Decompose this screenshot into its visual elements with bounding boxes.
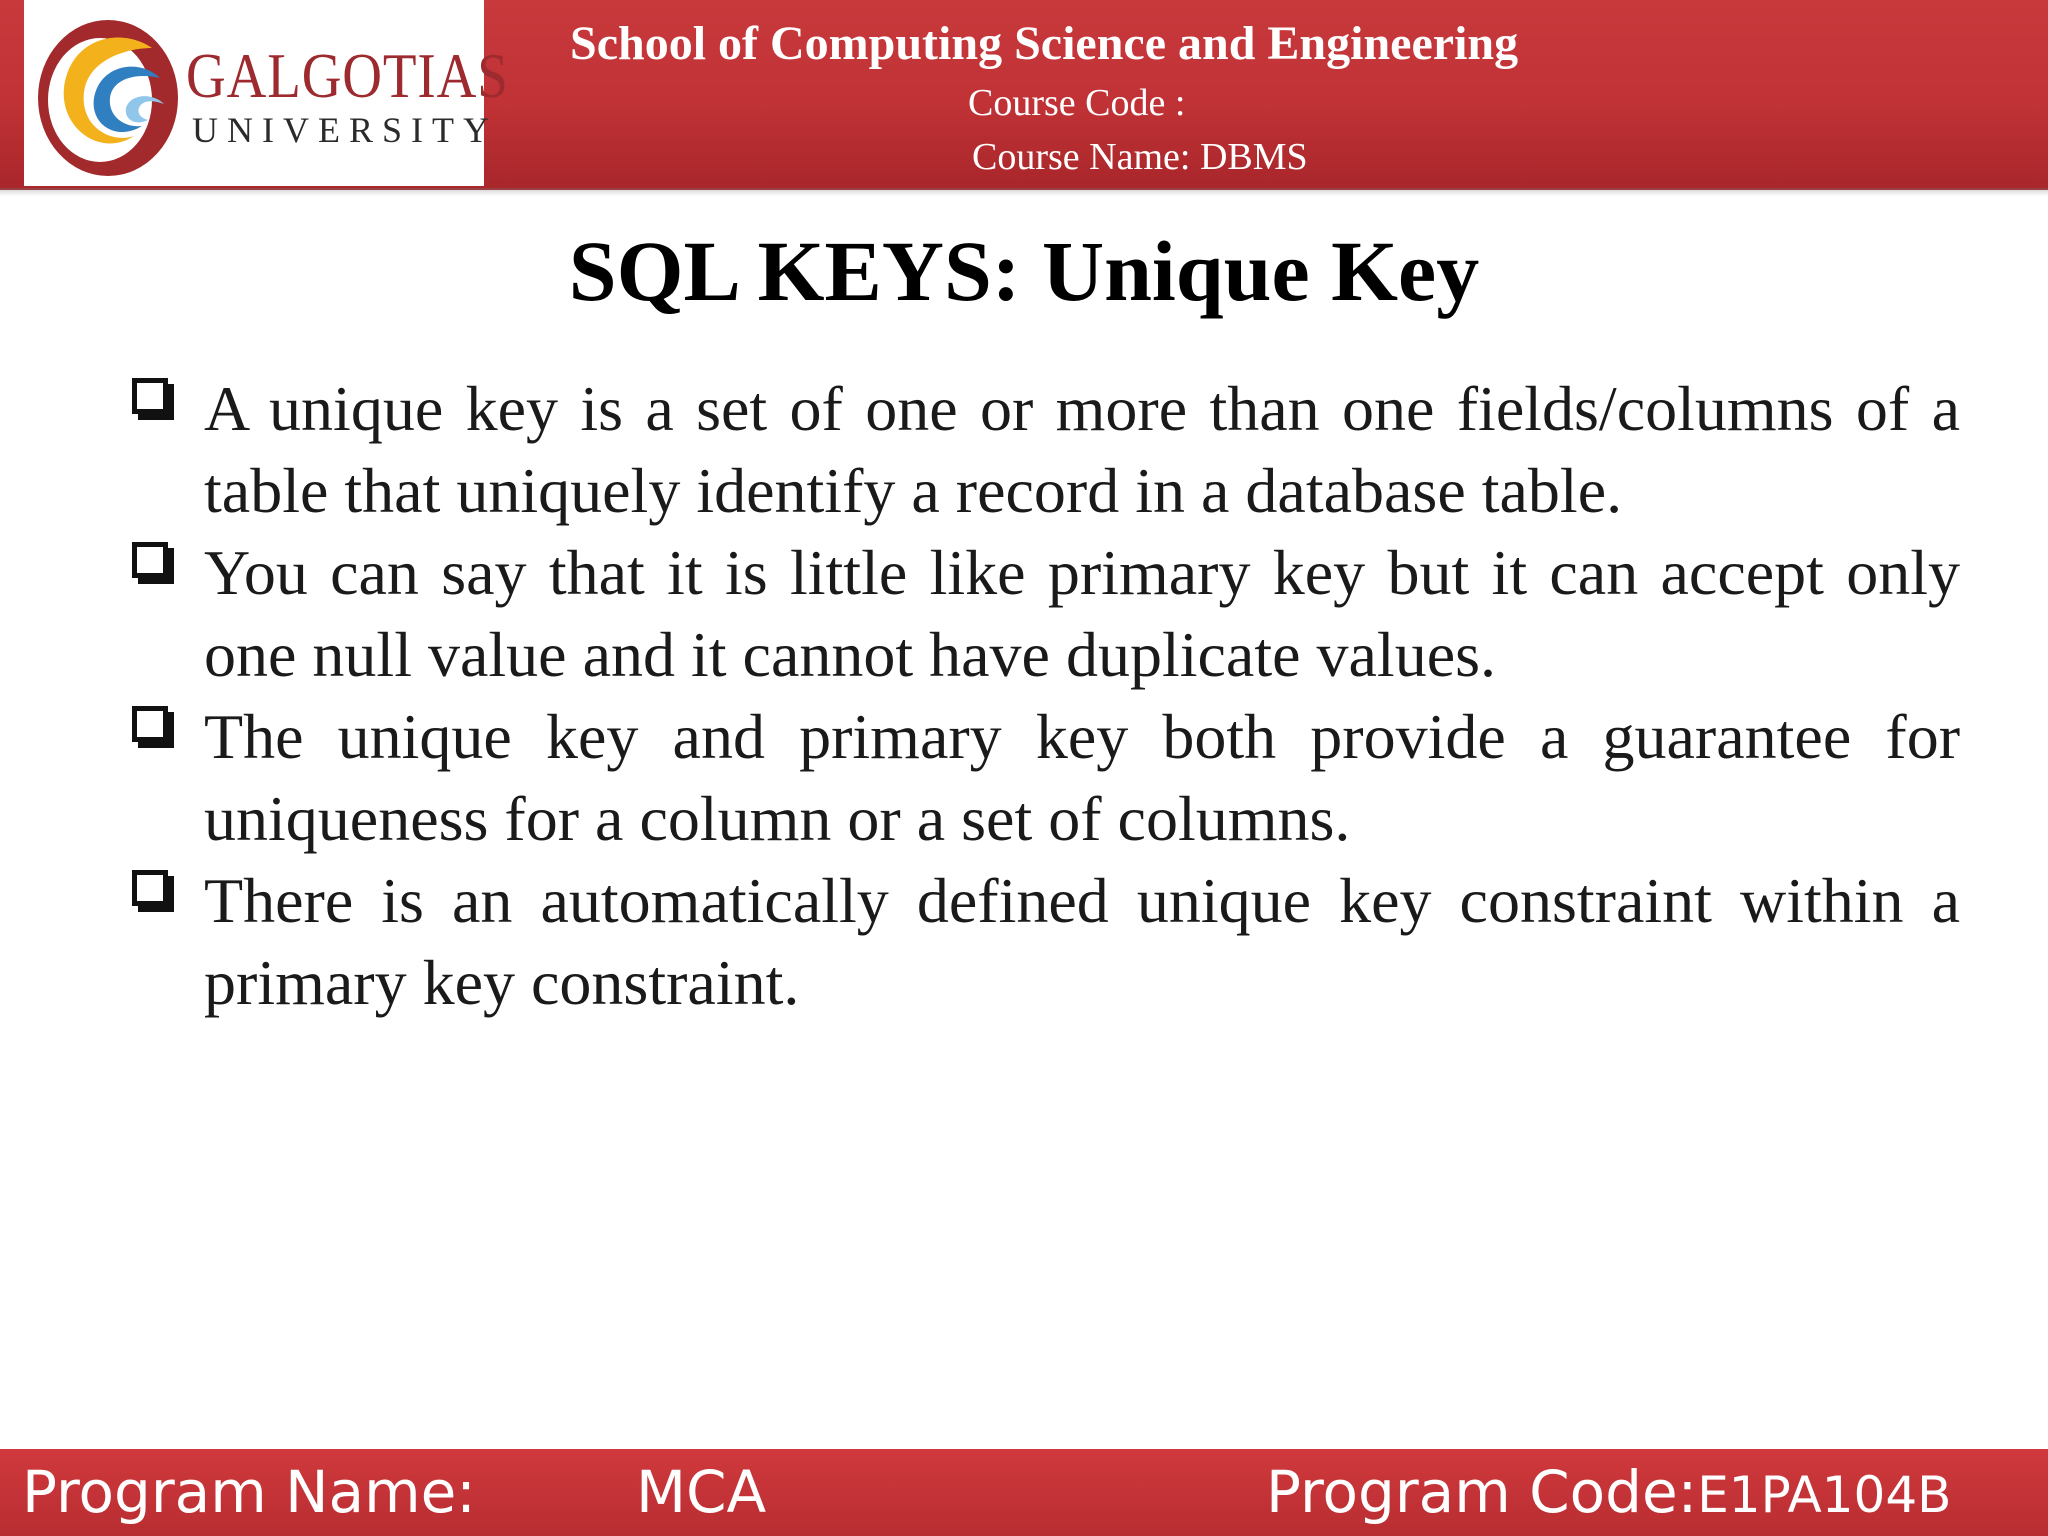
checkbox-bullet-icon xyxy=(132,378,168,414)
logo-subtitle: UNIVERSITY xyxy=(192,110,498,150)
program-code xyxy=(1266,1458,1952,1526)
program-name-label: Program Name: xyxy=(22,1458,476,1526)
program-name-value: MCA xyxy=(636,1458,767,1526)
footer-banner xyxy=(0,1449,2048,1536)
checkbox-bullet-icon xyxy=(132,870,168,906)
logo-wordmark: GALGOTIAS xyxy=(186,40,509,111)
header-banner xyxy=(0,0,2048,190)
bullet-item xyxy=(130,368,1960,532)
bullet-text: A unique key is a set of one or more than one fields/columns of a table that uniquely identify a record in a database table. xyxy=(204,373,1960,526)
course-name: Course Name: DBMS xyxy=(972,136,1308,178)
checkbox-bullet-icon xyxy=(132,706,168,742)
galgotias-logo-mark-icon xyxy=(30,8,190,180)
course-code: Course Code : xyxy=(968,82,1186,124)
program-code-value: E1PA104B xyxy=(1697,1466,1952,1524)
checkbox-bullet-icon xyxy=(132,542,168,578)
school-title: School of Computing Science and Engineering xyxy=(570,17,1519,70)
university-logo xyxy=(24,0,509,186)
bullet-text: There is an automatically defined unique key constraint within a primary key constraint. xyxy=(204,865,1960,1018)
bullet-list xyxy=(130,368,1960,1024)
bullet-item xyxy=(130,860,1960,1024)
slide-title: SQL KEYS: Unique Key xyxy=(568,223,1480,319)
bullet-text: The unique key and primary key both provide a guarantee for uniqueness for a column or a set of columns. xyxy=(204,701,1960,854)
bullet-text: You can say that it is little like primary key but it can accept only one null value and it cannot have duplicate values. xyxy=(204,537,1960,690)
bullet-item xyxy=(130,696,1960,860)
bullet-item xyxy=(130,532,1960,696)
header-divider xyxy=(0,188,2048,196)
program-code-label: Program Code: xyxy=(1266,1458,1698,1526)
